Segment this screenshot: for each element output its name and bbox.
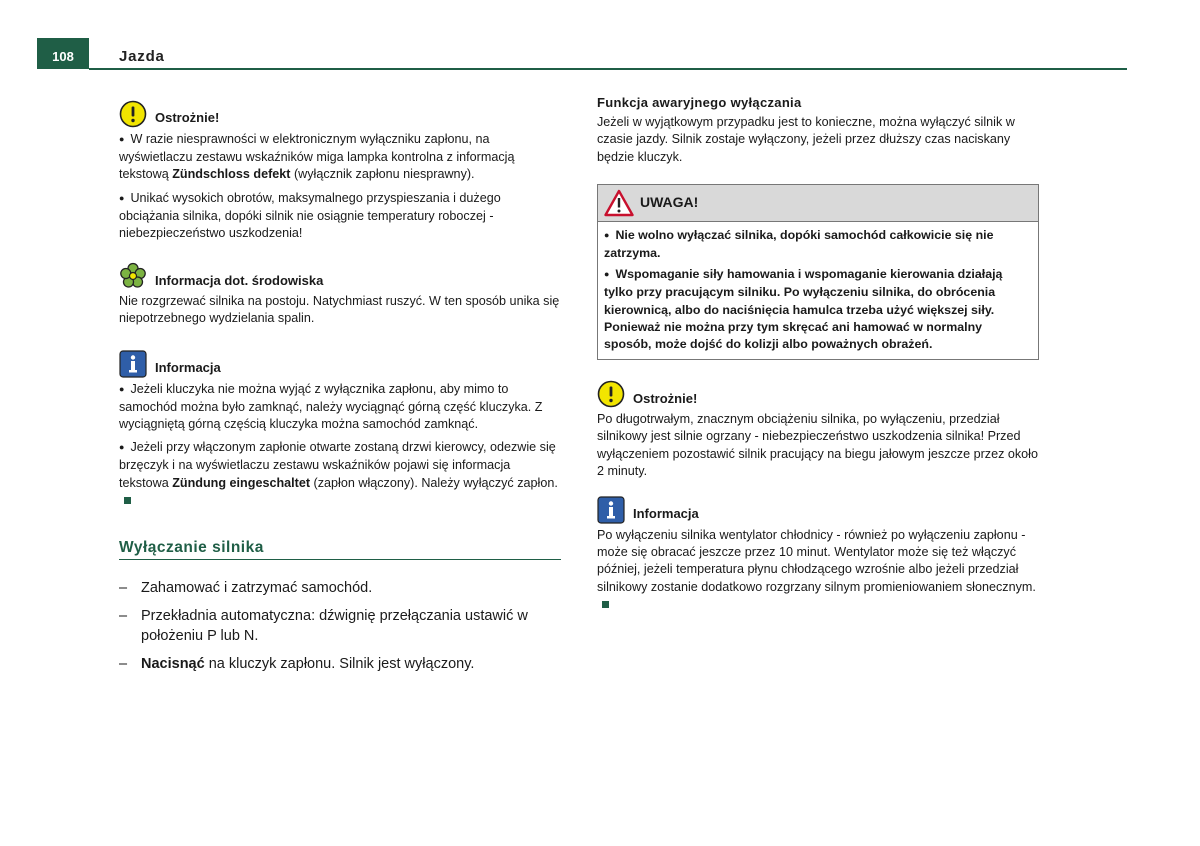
- header-divider: [89, 68, 1127, 70]
- end-mark: [124, 497, 131, 504]
- left-column: [119, 100, 561, 682]
- emergency-section: [597, 94, 1039, 166]
- caution-icon: [119, 100, 147, 128]
- page-header: [37, 38, 1127, 70]
- warning-triangle-icon: [604, 189, 632, 217]
- step-item: – Nacisnąć na kluczyk zapłonu. Silnik jest wyłączony.: [119, 656, 475, 673]
- page-number: 108: [37, 38, 89, 69]
- chapter-title: Jazda: [119, 48, 165, 65]
- warning-box: [597, 184, 1039, 360]
- info-bullet-2: ● Jeżeli przy włączonym zapłonie otwarte zostaną drzwi kierowcy, odezwie się brzęczyk i na wyświetlaczu zestawu wskaźników pojawi się informacja tekstowa Zündung eingeschaltet (zapłon włączony). Należy wyłączyć zapłon.: [119, 439, 561, 509]
- warning-bullet-1: ● Nie wolno wyłączać silnika, dopóki samochód całkowicie się nie zatrzyma.: [604, 227, 1032, 262]
- warning-header: [598, 185, 1038, 222]
- warning-title: UWAGA!: [640, 194, 699, 211]
- emergency-title: Funkcja awaryjnego wyłączania: [597, 95, 802, 110]
- end-mark: [602, 601, 609, 608]
- warning-bullet-2: ● Wspomaganie siły hamowania i wspomaganie kierowania działają tylko przy pracującym silniku. Po wyłączeniu silnika, do obrócenia kierownicą, albo do naciśnięcia hamulca trzeba użyć większej siły. Ponieważ nie można przy tym skręcać ani hamować w normalny sposób, może dojść do kolizji albo poważnych obrażeń.: [604, 266, 1032, 353]
- caution-bullet-1: ● W razie niesprawności w elektronicznym wyłączniku zapłonu, na wyświetlaczu zestawu wskaźników miga lampka kontrolna z informacją tekstową Zündschloss defekt (wyłącznik zapłonu niesprawny).: [119, 131, 561, 184]
- caution-title: Ostrożnie!: [155, 110, 220, 126]
- info-text: Po wyłączeniu silnika wentylator chłodnicy - również po wyłączeniu zapłonu - może się obracać jeszcze przez 10 minut. Wentylator może się też włączyć później, jeżeli temperatura płynu chłodzącego wzrośnie albo jeżeli przedział silnikowy zostanie dodatkowo rozgrzany silnym promieniowaniem słonecznym.: [597, 527, 1039, 613]
- caution-bullet-2: ● Unikać wysokich obrotów, maksymalnego przyspieszania i dużego obciążania silnika, dopóki silnik nie osiągnie temperatury roboczej - niebezpieczeństwo uszkodzenia!: [119, 190, 561, 243]
- info-icon: [119, 350, 147, 378]
- info-note: [119, 350, 561, 509]
- caution-title: Ostrożnie!: [633, 390, 698, 406]
- caution-note: [119, 100, 561, 242]
- environment-title: Informacja dot. środowiska: [155, 272, 324, 288]
- info-title: Informacja: [155, 360, 221, 376]
- caution-icon: [597, 380, 625, 408]
- info-icon: [597, 496, 625, 524]
- section-title: Wyłączanie silnika: [119, 539, 561, 560]
- emergency-text: Jeżeli w wyjątkowym przypadku jest to konieczne, można wyłączyć silnik w czasie jazdy. Silnik zostaje wyłączony, jeżeli przez dłuższy czas naciskany będzie kluczyk.: [597, 115, 1015, 164]
- environment-note: [119, 262, 561, 327]
- right-column: [597, 94, 1039, 619]
- step-item: – Przekładnia automatyczna: dźwignię przełączania ustawić w położeniu P lub N.: [119, 608, 528, 645]
- info-title: Informacja: [633, 506, 699, 522]
- step-list: [119, 578, 561, 674]
- caution-text: Po długotrwałym, znacznym obciążeniu silnika, po wyłączeniu, przedział silnikowy jest silnie ogrzany - niebezpieczeństwo uszkodzenia silnika! Przed wyłączeniem pozostawić silnik pracujący na biegu jałowym jeszcze przez około 2 minuty.: [597, 412, 1038, 478]
- environment-text: Nie rozgrzewać silnika na postoju. Natychmiast ruszyć. W ten sposób unika się niepotrzebnego wydzielania spalin.: [119, 294, 560, 326]
- caution-note-right: [597, 380, 1039, 480]
- environment-flower-icon: [119, 262, 147, 290]
- info-bullet-1: ● Jeżeli kluczyka nie można wyjąć z wyłącznika zapłonu, aby mimo to samochód można było zamknąć, należy wyciągnąć górną część kluczyka. Z wyciągniętą górną częścią kluczyka można samochód zamknąć.: [119, 381, 561, 434]
- step-item: – Zahamować i zatrzymać samochód.: [119, 580, 373, 597]
- info-note-right: [597, 496, 1039, 613]
